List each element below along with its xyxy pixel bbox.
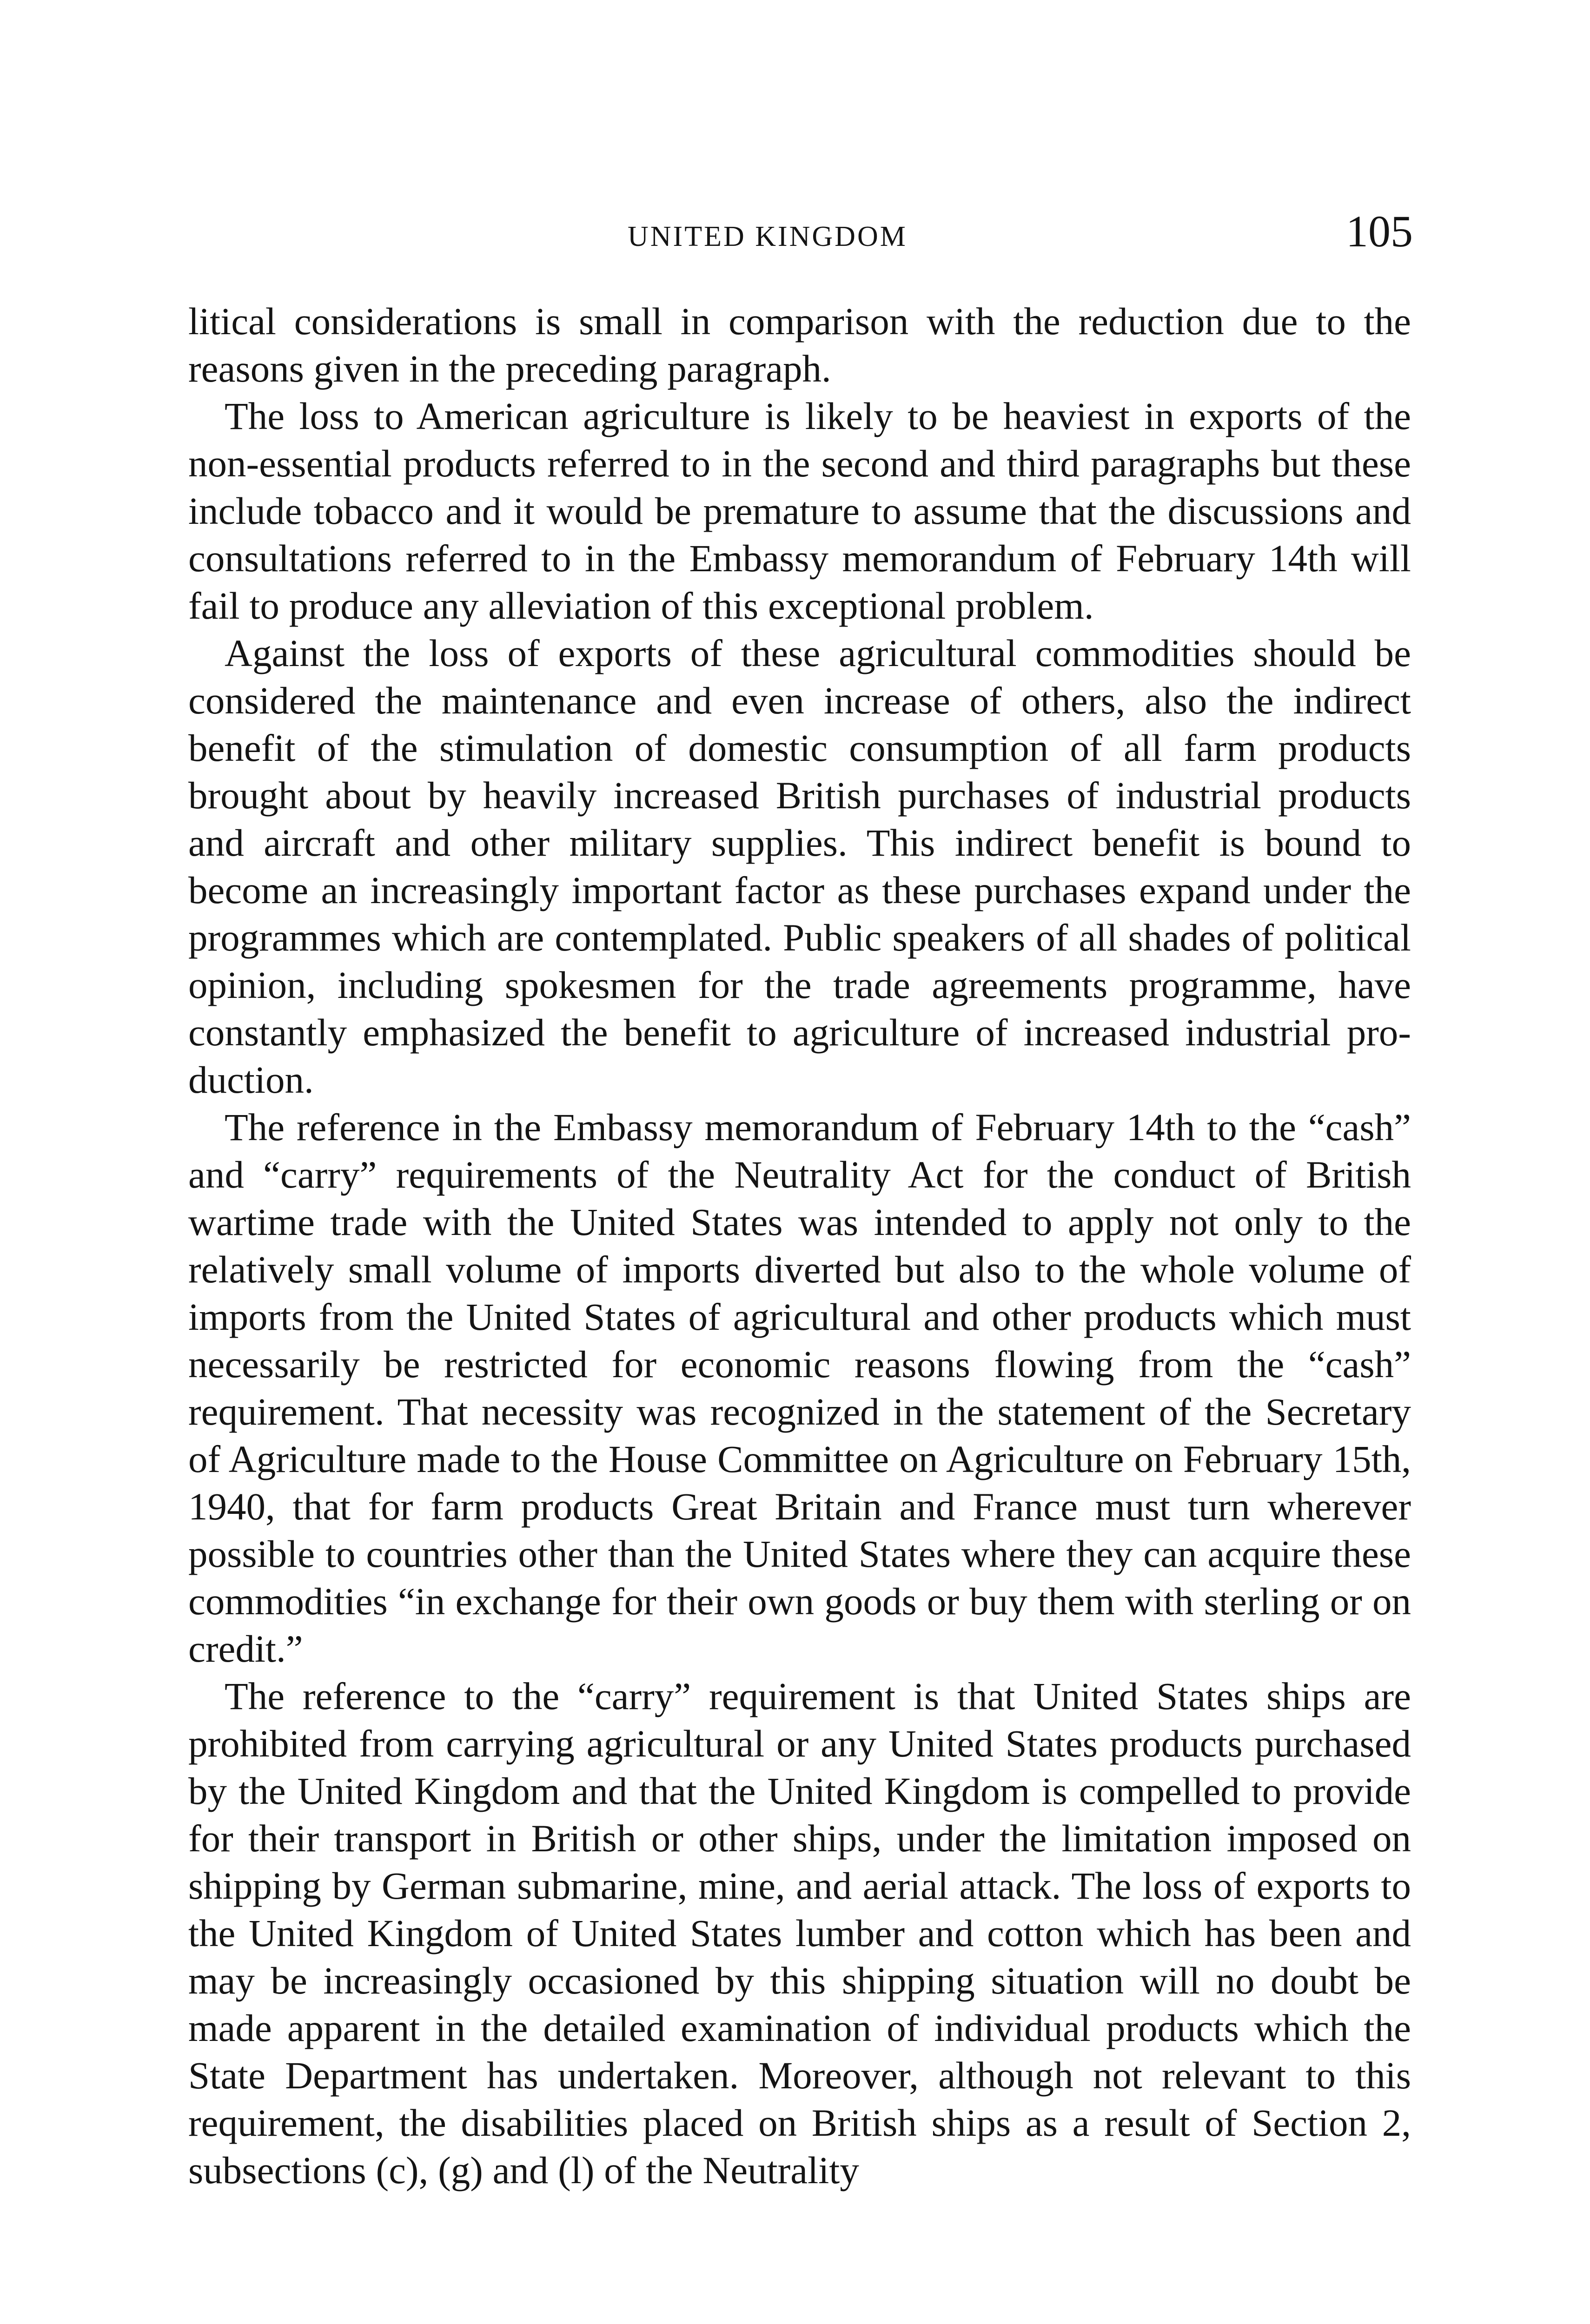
paragraph: Against the loss of exports of these agricultural commodities should be considered the maintenance and even increase of others, also the indirect benefit of the stimulation of domestic consumption of all farm products brought about by heavily increased British purchases of industrial products and aircraft and other military supplies. This indirect benefit is bound to become an increasingly important factor as these purchases expand under the programmes which are contemplated. Public speakers of all shades of political opinion, including spokesmen for the trade agreements programme, have constantly emphasized the benefit to agriculture of increased industrial production. — [188, 632, 1411, 1101]
running-header — [0, 206, 1590, 260]
paragraph-continuation: litical considerations is small in comparison with the reduction due to the reasons given in the preceding paragraph. — [188, 300, 1411, 390]
running-title: UNITED KINGDOM — [628, 221, 908, 252]
body-text — [188, 297, 1411, 2194]
paragraph: The reference to the “carry” requirement is that United States ships are prohibited from carrying agricultural or any United States products purchased by the United Kingdom and that the United Kingdom is compelled to provide for their transport in British or other ships, under the limitation imposed on shipping by German submarine, mine, and aerial attack. The loss of exports to the United Kingdom of United States lumber and cotton which has been and may be increasingly occasioned by this shipping situation will no doubt be made apparent in the detailed examination of individual products which the State Department has undertaken. Moreover, although not relevant to this requirement, the disabilities placed on British ships as a result of Section 2, subsections (c), (g) and (l) of the Neutrality — [188, 1675, 1411, 2192]
page-number: 105 — [1346, 206, 1413, 256]
paragraph: The reference in the Embassy memorandum of February 14th to the “cash” and “carry” requirements of the Neutrality Act for the conduct of British wartime trade with the United States was intended to apply not only to the relatively small volume of imports diverted but also to the whole volume of imports from the United States of agricultural and other products which must necessarily be restricted for economic reasons flowing from the “cash” requirement. That necessity was recognized in the statement of the Secretary of Agriculture made to the House Committee on Agriculture on February 15th, 1940, that for farm products Great Britain and France must turn wherever possible to countries other than the United States where they can acquire these commodities “in exchange for their own goods or buy them with sterling or on credit.” — [188, 1106, 1411, 1670]
paragraph: The loss to American agriculture is likely to be heaviest in exports of the non-essential products referred to in the second and third paragraphs but these include tobacco and it would be premature to assume that the discussions and consultations referred to in the Embassy memorandum of February 14th will fail to produce any alleviation of this exceptional problem. — [188, 395, 1411, 627]
